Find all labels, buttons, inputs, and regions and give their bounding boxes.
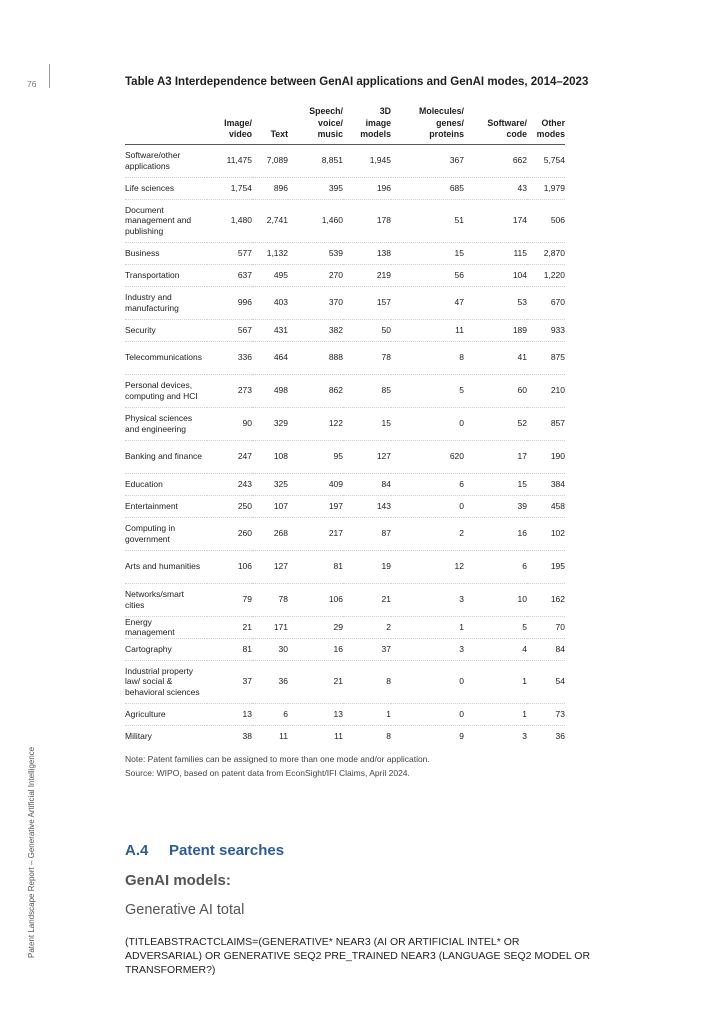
table-cell: 21 xyxy=(333,676,343,687)
header-cell: Software/ code xyxy=(487,117,527,139)
table-cell: 106 xyxy=(237,561,252,572)
table-cell: 367 xyxy=(449,155,464,166)
table-cell: 171 xyxy=(273,621,288,632)
table-cell: 102 xyxy=(550,528,565,539)
table-note: Note: Patent families can be assigned to more than one mode and/or application. xyxy=(125,754,430,764)
row-application-label: Business xyxy=(125,247,160,258)
table-row xyxy=(125,616,565,638)
table-cell: 122 xyxy=(328,418,343,429)
header-cell: Other modes xyxy=(536,117,565,139)
table-row xyxy=(125,703,565,725)
table-row xyxy=(125,286,565,319)
table-cell: 15 xyxy=(517,478,527,489)
table-cell: 2 xyxy=(386,621,391,632)
table-row xyxy=(125,440,565,473)
table-cell: 1,220 xyxy=(543,269,565,280)
table-cell: 10 xyxy=(517,594,527,605)
table-cell: 1,754 xyxy=(230,182,252,193)
row-application-label: Physical sciences and engineering xyxy=(125,413,193,434)
table-cell: 1,132 xyxy=(266,247,288,258)
table-cell: 81 xyxy=(242,643,252,654)
table-cell: 409 xyxy=(328,478,343,489)
table-cell: 50 xyxy=(381,324,391,335)
header-cell: Image/ video xyxy=(224,117,252,139)
row-application-label: Energy management xyxy=(125,616,175,637)
table-row xyxy=(125,177,565,199)
table-row xyxy=(125,550,565,583)
table-cell: 370 xyxy=(328,297,343,308)
table-row xyxy=(125,374,565,407)
table-cell: 395 xyxy=(328,182,343,193)
table-cell: 108 xyxy=(273,451,288,462)
table-cell: 30 xyxy=(278,643,288,654)
table-row xyxy=(125,407,565,440)
table-cell: 3 xyxy=(459,594,464,605)
table-cell: 189 xyxy=(512,324,527,335)
table-cell: 5 xyxy=(459,385,464,396)
row-application-label: Networks/smart cities xyxy=(125,589,185,610)
table-cell: 933 xyxy=(550,324,565,335)
header-cell-application xyxy=(125,103,207,144)
table-cell: 36 xyxy=(555,731,565,741)
table-cell: 243 xyxy=(237,478,252,489)
table-cell: 685 xyxy=(449,182,464,193)
table-cell: 8 xyxy=(459,352,464,363)
table-cell: 403 xyxy=(273,297,288,308)
table-row xyxy=(125,473,565,495)
table-cell: 6 xyxy=(283,708,288,719)
table-cell: 5 xyxy=(522,621,527,632)
table-row xyxy=(125,199,565,242)
header-cell: 3D image models xyxy=(360,106,391,139)
table-row xyxy=(125,495,565,517)
table-cell: 127 xyxy=(376,451,391,462)
table-cell: 1 xyxy=(522,708,527,719)
subheading-secondary: Generative AI total xyxy=(125,902,245,918)
table-cell: 19 xyxy=(381,561,391,572)
table-cell: 5,754 xyxy=(543,155,565,166)
table-cell: 143 xyxy=(376,500,391,511)
table-cell: 888 xyxy=(328,352,343,363)
table-cell: 16 xyxy=(517,528,527,539)
table-cell: 190 xyxy=(550,451,565,462)
table-header-row xyxy=(125,103,565,144)
table-cell: 506 xyxy=(550,215,565,226)
table-title: Table A3 Interdependence between GenAI applications and GenAI modes, 2014–2023 xyxy=(125,76,589,88)
table-cell: 29 xyxy=(333,621,343,632)
side-running-title: Patent Landscape Report – Generative Artificial Intelligence xyxy=(27,746,36,958)
table-cell: 329 xyxy=(273,418,288,429)
table-cell: 670 xyxy=(550,297,565,308)
row-application-label: Cartography xyxy=(125,643,172,654)
table-cell: 875 xyxy=(550,352,565,363)
section-number: A.4 xyxy=(125,842,149,859)
table-cell: 2 xyxy=(459,528,464,539)
header-cell: Text xyxy=(270,129,288,139)
table-cell: 39 xyxy=(517,500,527,511)
table-cell: 178 xyxy=(376,215,391,226)
row-application-label: Industrial property law/ social & behavioral sciences xyxy=(125,665,200,697)
table-row xyxy=(125,144,565,177)
table-cell: 1 xyxy=(459,621,464,632)
table-cell: 8 xyxy=(386,731,391,741)
table-cell: 51 xyxy=(454,215,464,226)
table-cell: 127 xyxy=(273,561,288,572)
table-cell: 36 xyxy=(278,676,288,687)
table-cell: 996 xyxy=(237,297,252,308)
table-cell: 1,460 xyxy=(321,215,343,226)
table-cell: 197 xyxy=(328,500,343,511)
table-row xyxy=(125,638,565,660)
table-cell: 250 xyxy=(237,500,252,511)
row-application-label: Personal devices, computing and HCI xyxy=(125,380,198,401)
table-cell: 73 xyxy=(555,708,565,719)
table-cell: 896 xyxy=(273,182,288,193)
table-cell: 217 xyxy=(328,528,343,539)
table-cell: 70 xyxy=(555,621,565,632)
table-row xyxy=(125,319,565,341)
table-cell: 862 xyxy=(328,385,343,396)
table-cell: 7,089 xyxy=(266,155,288,166)
table-cell: 162 xyxy=(550,594,565,605)
table-row xyxy=(125,660,565,703)
table-cell: 1,945 xyxy=(369,155,391,166)
table-cell: 37 xyxy=(242,676,252,687)
table-row xyxy=(125,725,565,747)
table-body xyxy=(125,144,565,747)
table-cell: 577 xyxy=(237,247,252,258)
table-cell: 37 xyxy=(381,643,391,654)
table-cell: 84 xyxy=(555,643,565,654)
table-cell: 21 xyxy=(242,621,252,632)
section-heading xyxy=(125,842,284,859)
table-cell: 219 xyxy=(376,269,391,280)
table-cell: 11 xyxy=(455,324,464,335)
table-cell: 539 xyxy=(328,247,343,258)
table-cell: 78 xyxy=(381,352,391,363)
table-cell: 857 xyxy=(550,418,565,429)
table-cell: 38 xyxy=(242,731,252,741)
table-cell: 384 xyxy=(550,478,565,489)
table-row xyxy=(125,242,565,264)
table-cell: 0 xyxy=(459,676,464,687)
table-cell: 13 xyxy=(242,708,252,719)
table-notes xyxy=(125,753,430,780)
table-cell: 431 xyxy=(273,324,288,335)
table-cell: 336 xyxy=(237,352,252,363)
table-cell: 2,870 xyxy=(543,247,565,258)
table-cell: 16 xyxy=(333,643,343,654)
table-cell: 104 xyxy=(512,269,527,280)
table-cell: 9 xyxy=(459,731,464,741)
table-cell: 53 xyxy=(517,297,527,308)
table-cell: 8 xyxy=(386,676,391,687)
row-application-label: Computing in government xyxy=(125,523,176,544)
table-cell: 81 xyxy=(333,561,343,572)
table-cell: 498 xyxy=(273,385,288,396)
table-cell: 12 xyxy=(454,561,464,572)
row-application-label: Life sciences xyxy=(125,182,175,193)
table-cell: 196 xyxy=(376,182,391,193)
table-cell: 195 xyxy=(550,561,565,572)
table-cell: 0 xyxy=(459,708,464,719)
table-cell: 11,475 xyxy=(226,155,252,166)
table-cell: 84 xyxy=(381,478,391,489)
row-application-label: Security xyxy=(125,324,156,335)
table-cell: 115 xyxy=(513,247,527,258)
table-row xyxy=(125,517,565,550)
table-cell: 3 xyxy=(459,643,464,654)
table-cell: 464 xyxy=(273,352,288,363)
table-cell: 0 xyxy=(459,500,464,511)
table-cell: 273 xyxy=(237,385,252,396)
table-cell: 15 xyxy=(454,247,464,258)
table-cell: 54 xyxy=(555,676,565,687)
table-cell: 41 xyxy=(517,352,527,363)
table-cell: 4 xyxy=(522,643,527,654)
table-cell: 247 xyxy=(237,451,252,462)
table-cell: 260 xyxy=(237,528,252,539)
table-row xyxy=(125,264,565,286)
table-cell: 60 xyxy=(517,385,527,396)
table-cell: 56 xyxy=(454,269,464,280)
row-application-label: Transportation xyxy=(125,269,180,280)
row-application-label: Entertainment xyxy=(125,500,178,511)
header-divider xyxy=(49,64,50,88)
table-cell: 11 xyxy=(279,731,288,741)
table-cell: 21 xyxy=(381,594,391,605)
table-cell: 79 xyxy=(242,594,252,605)
table-cell: 85 xyxy=(381,385,391,396)
table-cell: 458 xyxy=(550,500,565,511)
table-cell: 157 xyxy=(376,297,391,308)
table-cell: 1,979 xyxy=(543,182,565,193)
table-cell: 0 xyxy=(459,418,464,429)
data-table xyxy=(125,103,565,747)
section-title: Patent searches xyxy=(169,842,285,859)
table-cell: 138 xyxy=(376,247,391,258)
table-cell: 107 xyxy=(273,500,288,511)
table-cell: 6 xyxy=(459,478,464,489)
table-cell: 95 xyxy=(333,451,343,462)
table-cell: 1 xyxy=(522,676,527,687)
table-cell: 567 xyxy=(237,324,252,335)
table-cell: 210 xyxy=(550,385,565,396)
table-source: Source: WIPO, based on patent data from EconSight/IFI Claims, April 2024. xyxy=(125,767,410,778)
table-cell: 78 xyxy=(278,594,288,605)
table-cell: 3 xyxy=(522,731,527,741)
table-cell: 15 xyxy=(381,418,391,429)
table-cell: 47 xyxy=(454,297,464,308)
row-application-label: Education xyxy=(125,478,163,489)
table-cell: 106 xyxy=(328,594,343,605)
table-cell: 43 xyxy=(517,182,527,193)
row-application-label: Agriculture xyxy=(125,708,166,719)
row-application-label: Software/other applications xyxy=(125,150,181,171)
table-cell: 11 xyxy=(334,731,343,741)
table-cell: 495 xyxy=(273,269,288,280)
page-number: 76 xyxy=(27,79,37,89)
table-cell: 13 xyxy=(333,708,343,719)
row-application-label: Military xyxy=(125,731,152,741)
table-cell: 90 xyxy=(242,418,252,429)
row-application-label: Document management and publishing xyxy=(125,204,192,236)
table-cell: 6 xyxy=(522,561,527,572)
row-application-label: Banking and finance xyxy=(125,451,203,462)
row-application-label: Industry and manufacturing xyxy=(125,292,179,313)
table-cell: 1,480 xyxy=(230,215,252,226)
table-cell: 17 xyxy=(517,451,527,462)
table-cell: 2,741 xyxy=(266,215,288,226)
table-cell: 174 xyxy=(512,215,527,226)
table-cell: 8,851 xyxy=(321,155,343,166)
table-cell: 52 xyxy=(517,418,527,429)
table-cell: 662 xyxy=(512,155,527,166)
table-cell: 1 xyxy=(386,708,391,719)
table-cell: 620 xyxy=(449,451,464,462)
table-cell: 382 xyxy=(328,324,343,335)
row-application-label: Arts and humanities xyxy=(125,561,201,572)
table-cell: 268 xyxy=(273,528,288,539)
table-row xyxy=(125,341,565,374)
table-cell: 637 xyxy=(237,269,252,280)
table-row xyxy=(125,583,565,616)
header-cell: Speech/ voice/ music xyxy=(309,106,343,139)
search-query: (TITLEABSTRACTCLAIMS=(GENERATIVE* NEAR3 (AI OR ARTIFICIAL INTEL* OR ADVERSARIAL) OR GENERATIVE SEQ2 PRE_TRAINED NEAR3 (LANGUAGE SEQ2 MODEL OR TRANSFORMER?) xyxy=(125,936,591,976)
subheading: GenAI models: xyxy=(125,872,231,889)
header-cell: Molecules/ genes/ proteins xyxy=(419,106,464,139)
row-application-label: Telecommunications xyxy=(125,352,203,363)
table-cell: 87 xyxy=(381,528,391,539)
table-cell: 270 xyxy=(328,269,343,280)
table-cell: 325 xyxy=(273,478,288,489)
